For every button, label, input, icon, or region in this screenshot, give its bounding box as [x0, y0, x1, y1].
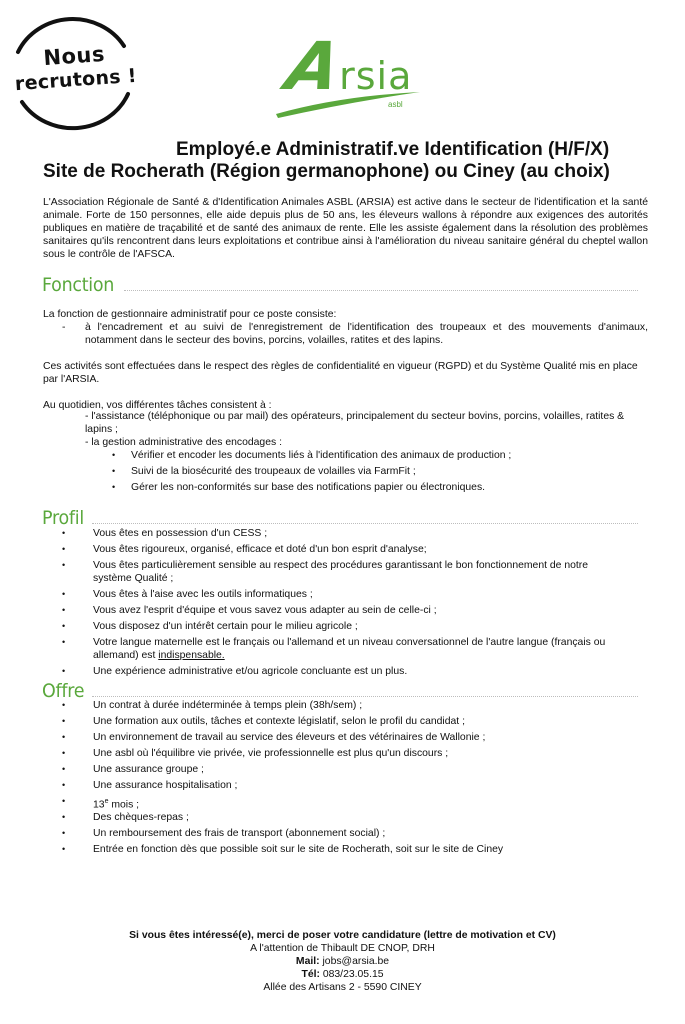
list-item	[62, 747, 652, 760]
offre-item-text: Un remboursement des frais de transport (abonnement social) ;	[93, 828, 386, 839]
nous-recrutons-badge	[6, 10, 138, 132]
profil-language-text: Votre langue maternelle est le français ou l'allemand et un niveau conversationnel de l'autre langue (français ou allemand) est	[93, 637, 606, 661]
address-line: Allée des Artisans 2 - 5590 CINEY	[263, 982, 422, 993]
profil-item-text	[93, 636, 623, 662]
offre-item-text: Entrée en fonction dès que possible soit sur le site de Rocherath, soit sur le site de Ciney	[93, 844, 504, 855]
application-cta: Si vous êtes intéressé(e), merci de poser votre candidature (lettre de motivation et CV)	[129, 930, 556, 941]
fonction-rgpd: Ces activités sont effectuées dans le respect des règles de confidentialité en vigueur (RGPD) et du Système Qualité mis en place par l'ARSIA.	[43, 361, 638, 385]
list-item	[62, 588, 652, 601]
profil-item-text: Vous êtes en possession d'un CESS ;	[93, 528, 268, 539]
list-item	[62, 527, 652, 540]
job-location: Site de Rocherath (Région germanophone) ou Ciney (au choix)	[43, 161, 610, 182]
fonction-lead: La fonction de gestionnaire administratif pour ce poste consiste:	[43, 309, 337, 320]
bullet-icon: •	[62, 780, 66, 790]
list-item	[62, 636, 652, 662]
offre-item-text: Une assurance hospitalisation ;	[93, 780, 238, 791]
badge-text	[8, 40, 141, 97]
dotted-rule	[92, 522, 638, 524]
profil-item-text: Une expérience administrative et/ou agricole concluante est un plus.	[93, 666, 408, 677]
list-item	[62, 843, 652, 856]
subtask-text: Suivi de la biosécurité des troupeaux de volailles via FarmFit ;	[131, 466, 416, 477]
list-item	[62, 715, 652, 728]
fonction-daily-lead: Au quotidien, vos différentes tâches consistent à :	[43, 400, 272, 411]
list-item	[62, 559, 652, 585]
bullet-icon: •	[62, 605, 66, 615]
offre-item-text: Une assurance groupe ;	[93, 764, 204, 775]
list-item	[62, 827, 652, 840]
tel-line	[0, 968, 685, 981]
list-item	[62, 779, 652, 792]
profil-item-text: Vous êtes rigoureux, organisé, efficace et doté d'un bon esprit d'analyse;	[93, 544, 427, 555]
section-profil-header	[42, 503, 638, 529]
bullet-icon: •	[62, 666, 66, 676]
list-item	[112, 449, 652, 462]
section-fonction-header	[42, 270, 638, 296]
dotted-rule	[92, 695, 638, 697]
list-item	[62, 604, 652, 617]
bullet-icon: •	[62, 637, 66, 647]
tel-value: 083/23.05.15	[319, 969, 384, 980]
badge-line-2: recrutons !	[14, 64, 138, 96]
bullet-icon: •	[62, 764, 66, 774]
intro-paragraph: L'Association Régionale de Santé & d'Identification Animales ASBL (ARSIA) est active dans le secteur de l'identification et la santé animale. Forte de 150 personnes, elle aide depuis plus de 50 ans, les éleveurs wallons à répondre aux exigences des autorités publiques en matière de traçabilité et de santé des animaux de rente. Elle les assiste également dans la résolution des problèmes sanitaires qu'ils rencontrent dans leurs exploitations et contribue ainsi à l'amélioration du niveau sanitaire général du cheptel wallon sous le contrôle de l'AFSCA.	[43, 197, 648, 260]
list-item	[62, 795, 652, 811]
fonction-task-1: - l'assistance (téléphonique ou par mail) des opérateurs, principalement du secteur bovins, porcins, volailles, ratites & lapins ;	[85, 411, 625, 435]
section-title-offre: Offre	[42, 680, 85, 702]
bullet-icon: •	[62, 732, 66, 742]
list-item	[62, 699, 652, 712]
offre-list	[62, 699, 652, 859]
logo-letters: rsia	[339, 54, 413, 98]
bullet-icon: •	[112, 482, 116, 492]
fonction-dash-item: à l'encadrement et au suivi de l'enregistrement de l'identification des troupeaux et des mouvements d'animaux, notamment dans le secteur des bovins, porcins, volailles, ratites et des lapins.	[85, 322, 648, 346]
badge-line-1: Nous	[42, 41, 106, 71]
bullet-icon: •	[62, 544, 66, 554]
profil-item-text: Vous disposez d'un intérêt certain pour le milieu agricole ;	[93, 621, 358, 632]
offre-item-text: Un contrat à durée indéterminée à temps plein (38h/sem) ;	[93, 700, 363, 711]
list-item	[62, 543, 652, 556]
fonction-subtask-list	[112, 449, 652, 494]
subtask-text: Vérifier et encoder les documents liés à l'identification des animaux de production ;	[131, 450, 512, 461]
offre-item-text: Une asbl où l'équilibre vie privée, vie professionnelle est plus qu'un discours ;	[93, 748, 449, 759]
bullet-icon: •	[62, 716, 66, 726]
offre-item-text: Une formation aux outils, tâches et contexte législatif, selon le profil du candidat ;	[93, 716, 465, 727]
bullet-icon: •	[112, 466, 116, 476]
profil-item-text: Vous êtes à l'aise avec les outils informatiques ;	[93, 589, 313, 600]
bullet-icon: •	[62, 748, 66, 758]
mail-label: Mail:	[295, 956, 320, 967]
subtask-text: Gérer les non-conformités sur base des notifications papier ou électroniques.	[131, 482, 486, 493]
list-item	[62, 811, 652, 824]
list-item	[62, 763, 652, 776]
offre-item-text	[93, 795, 652, 811]
bullet-icon: •	[62, 560, 66, 570]
profil-item-text: Vous avez l'esprit d'équipe et vous savez vous adapter au sein de celle-ci ;	[93, 605, 437, 616]
fonction-task-2: - la gestion administrative des encodages :	[85, 437, 282, 448]
bullet-icon: •	[62, 844, 66, 854]
tel-label: Tél:	[301, 969, 320, 980]
logo-letter-a: A	[279, 28, 348, 105]
dash-marker: -	[62, 322, 66, 333]
bullet-icon: •	[62, 528, 66, 538]
job-title: Employé.e Administratif.ve Identification (H/F/X)	[176, 139, 610, 160]
thirteenth-rest: mois ;	[108, 799, 140, 811]
list-item	[62, 620, 652, 633]
thirteenth-number: 13	[93, 799, 105, 811]
bullet-icon: •	[62, 796, 66, 806]
thirteenth-sup: e	[104, 798, 109, 805]
bullet-icon: •	[62, 828, 66, 838]
list-item	[62, 731, 652, 744]
section-title-profil: Profil	[42, 507, 84, 529]
attention-line: A l'attention de Thibault DE CNOP, DRH	[250, 943, 435, 954]
bullet-icon: •	[62, 812, 66, 822]
offre-item-text: Des chèques-repas ;	[93, 812, 189, 823]
offre-item-text: Un environnement de travail au service des éleveurs et des vétérinaires de Wallonie ;	[93, 732, 486, 743]
section-title-fonction: Fonction	[42, 274, 115, 296]
underlined-indispensable: indispensable.	[158, 650, 225, 661]
profil-list	[62, 527, 652, 681]
bullet-icon: •	[112, 450, 116, 460]
arsia-logo	[270, 30, 430, 120]
bullet-icon: •	[62, 700, 66, 710]
dotted-rule	[124, 289, 638, 291]
list-item	[112, 481, 652, 494]
mail-line	[0, 955, 685, 968]
logo-asbl: asbl	[388, 100, 403, 109]
bullet-icon: •	[62, 589, 66, 599]
mail-link[interactable]: jobs@arsia.be	[319, 956, 390, 967]
bullet-icon: •	[62, 621, 66, 631]
list-item	[112, 465, 652, 478]
profil-item-text: Vous êtes particulièrement sensible au respect des procédures garantissant le bon fonctionnement de notre système Qualité ;	[93, 560, 589, 584]
